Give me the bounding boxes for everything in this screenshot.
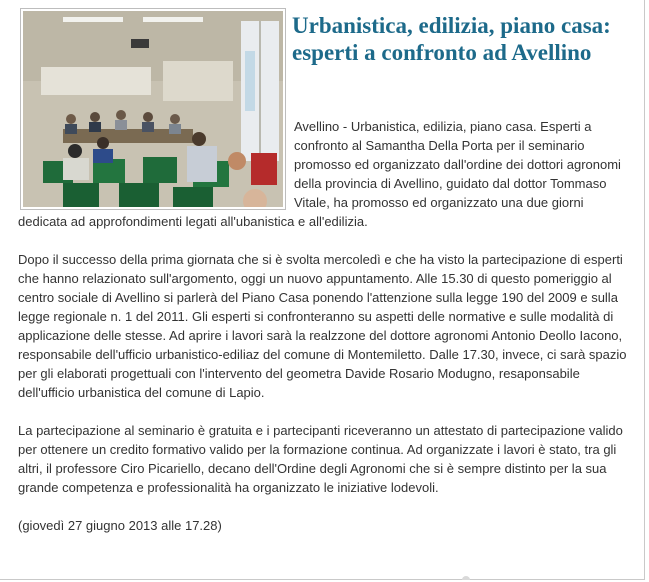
article-paragraph: Dopo il successo della prima giornata che si è svolta mercoledì e che ha visto la partecipazione di esperti che hanno relazionato sull'argomento, oggi un nuovo appuntamento. Alle 15.30 di questo pomeriggio al centro sociale di Avellino si parlerà del Piano Casa ponendo l'attenzione sulla legge 190 del 2009 e sulla legge regionale n. 1 del 2011. Gli esperti si confronteranno su aspetti delle normative e sulle modalità di applicazione delle stesse. Ad aprire i lavori sarà la realzzone del dottore agronomi Antonio Deollo Iacono, responsabile dell'ufficio urbanistico-ediliaz del comune di Montemiletto. Dalle 17.30, invece, ci sarà spazio per gli elaborati progettuali con l'intervento del geometra Davide Rosario Modugno, resaponsabile dell'ufficio urbanistica del comune di Lapio. — [18, 252, 627, 400]
article-paragraph: La partecipazione al seminario è gratuita e i partecipanti riceveranno un attestato di partecipazione valido per ottenere un credito formativo valido per la formazione continua. Ad organizzate i lavori è stato, tra gli altri, il professore Ciro Picariello, decano dell'Ordine degli Agronomi che si è sempre distinto per la sua grande competenza e professionalità ha organizzato le iniziative lodevoli. — [18, 423, 623, 495]
photo-float-spacer — [18, 117, 294, 211]
article-paragraph: Avellino - Urbanistica, edilizia, piano casa. Esperti a confronto al Samantha Della Porta per il seminario promosso ed organizzato dall'ordine dei dottori agronomi della provincia di Avellino, guidato dal dottor Tommaso Vitale, ha promosso ed organizzato una due giorni dedicata ad approfondimenti legati all'ubanistica e all'edilizia. — [18, 119, 621, 229]
article-body — [18, 117, 633, 535]
scroll-indicator — [462, 576, 470, 580]
article-date: (giovedì 27 giugno 2013 alle 17.28) — [18, 518, 222, 533]
article-title: Urbanistica, edilizia, piano casa: esperti a confronto ad Avellino — [292, 13, 611, 65]
